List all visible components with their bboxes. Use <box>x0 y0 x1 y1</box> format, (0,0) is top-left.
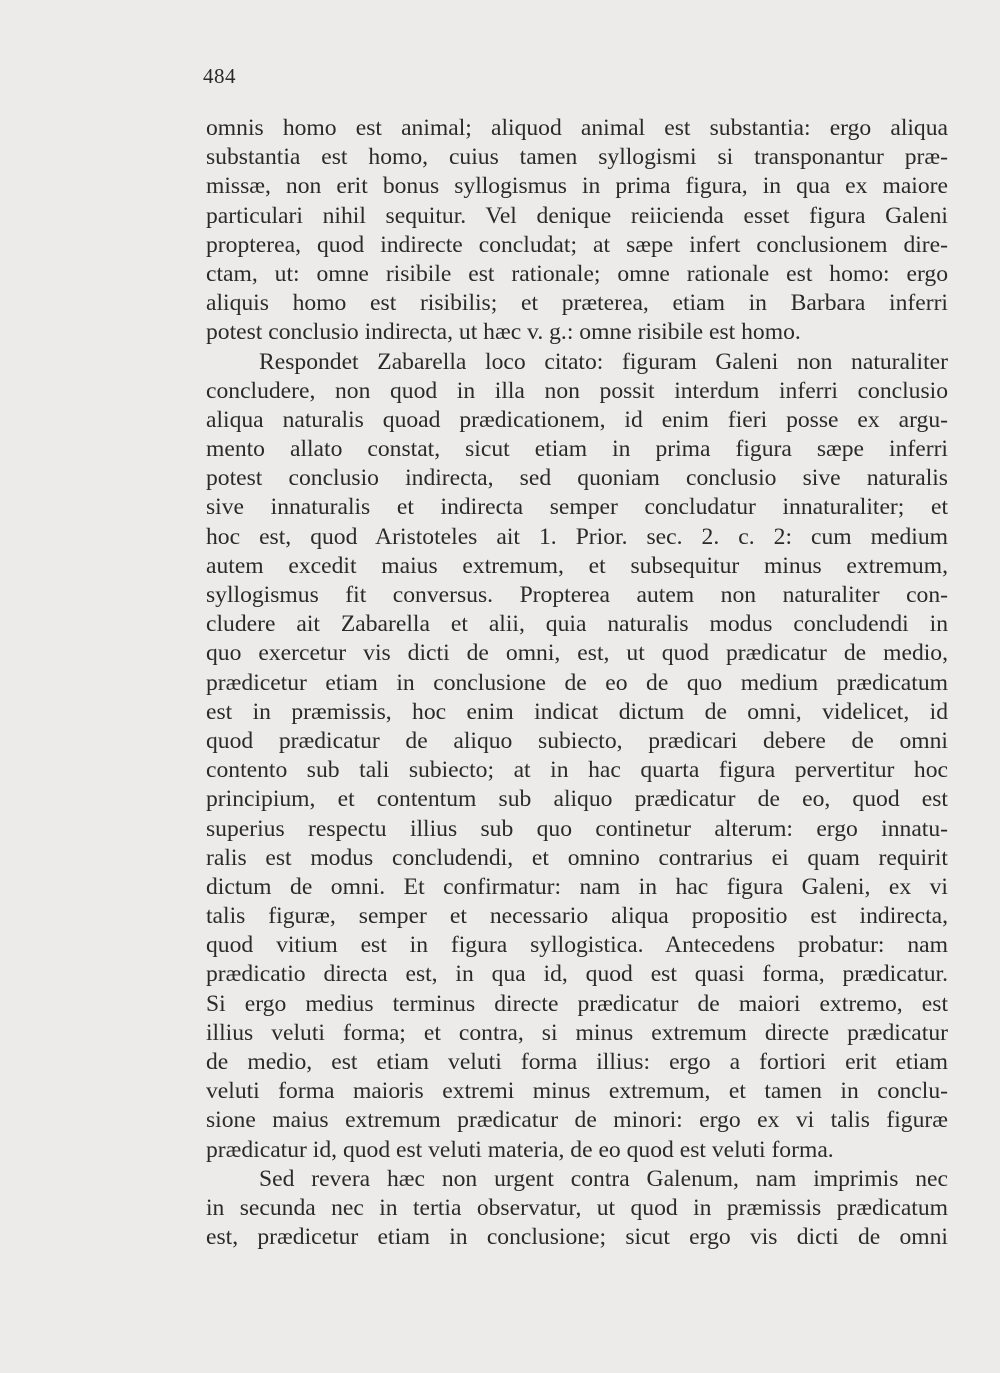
text-line: syllogismus fit conversus. Propterea autem non naturaliter con- <box>206 582 948 608</box>
text-line: veluti forma maioris extremi minus extremum, et tamen in conclu- <box>206 1078 948 1105</box>
text-block <box>206 114 948 1252</box>
text-line: Sed revera hæc non urgent contra Galenum, nam imprimis nec <box>259 1165 948 1192</box>
text-line: sione maius extremum prædicatur de minori: ergo ex vi talis figuræ <box>206 1107 948 1134</box>
text-line: aliquis homo est risibilis; et præterea, etiam in Barbara inferri <box>206 290 948 317</box>
text-line: quod vitium est in figura syllogistica. Antecedens probatur: nam <box>206 932 948 959</box>
text-line: hoc est, quod Aristoteles ait 1. Prior. sec. 2. c. 2: cum medium <box>206 523 948 550</box>
text-line: de medio, est etiam veluti forma illius: ergo a fortiori erit etiam <box>206 1049 948 1075</box>
text-line: illius veluti forma; et contra, si minus extremum directe prædicatur <box>206 1019 948 1046</box>
text-line: est, prædicetur etiam in conclusione; sicut ergo vis dicti de omni <box>206 1224 948 1251</box>
text-line: est in præmissis, hoc enim indicat dictum de omni, videlicet, id <box>206 698 948 725</box>
text-line: superius respectu illius sub quo continetur alterum: ergo innatu- <box>206 815 948 842</box>
text-line: autem excedit maius extremum, et subsequitur minus extremum, <box>206 552 948 579</box>
text-line: sive innaturalis et indirecta semper concludatur innaturaliter; et <box>206 494 948 521</box>
text-line: ctam, ut: omne risibile est rationale; omne rationale est homo: ergo <box>206 260 948 287</box>
text-line: Si ergo medius terminus directe prædicatur de maiori extremo, est <box>206 990 948 1017</box>
text-line: principium, et contentum sub aliquo prædicatur de eo, quod est <box>206 786 948 813</box>
text-line: prædicatio directa est, in qua id, quod est quasi forma, prædicatur. <box>206 961 948 988</box>
text-line: mento allato constat, sicut etiam in prima figura sæpe inferri <box>206 436 948 463</box>
paragraph <box>206 114 948 348</box>
paragraph <box>206 1165 948 1253</box>
text-line: potest conclusio indirecta, sed quoniam conclusio sive naturalis <box>206 465 948 492</box>
text-line: ralis est modus concludendi, et omnino contrarius ei quam requirit <box>206 844 948 871</box>
text-line: substantia est homo, cuius tamen syllogismi si transponantur præ- <box>206 144 948 171</box>
paragraph <box>206 348 948 1165</box>
text-line: prædicetur etiam in conclusione de eo de quo medium prædicatum <box>206 669 948 696</box>
text-line: aliqua naturalis quoad prædicationem, id enim fieri posse ex argu- <box>206 406 948 433</box>
text-line: contento sub tali subiecto; at in hac quarta figura pervertitur hoc <box>206 757 948 784</box>
text-line: talis figuræ, semper et necessario aliqua propositio est indirecta, <box>206 903 948 930</box>
text-line: prædicatur id, quod est veluti materia, de eo quod est veluti forma. <box>206 1136 834 1163</box>
text-line: particulari nihil sequitur. Vel denique reiicienda esset figura Galeni <box>206 202 948 229</box>
text-line: concludere, non quod in illa non possit interdum inferri conclusio <box>206 377 948 404</box>
page-number: 484 <box>203 64 236 88</box>
text-line: dictum de omni. Et confirmatur: nam in hac figura Galeni, ex vi <box>206 873 948 900</box>
text-line: cludere ait Zabarella et alii, quia naturalis modus concludendi in <box>206 611 948 638</box>
text-line: in secunda nec in tertia observatur, ut quod in præmissis prædicatum <box>206 1194 948 1221</box>
text-line: quo exercetur vis dicti de omni, est, ut quod prædicatur de medio, <box>206 640 948 667</box>
text-line: potest conclusio indirecta, ut hæc v. g.: omne risibile est homo. <box>206 319 801 346</box>
text-line: missæ, non erit bonus syllogismus in prima figura, in qua ex maiore <box>206 173 948 200</box>
text-line: propterea, quod indirecte concludat; at sæpe infert conclusionem dire- <box>206 231 948 258</box>
text-line: quod prædicatur de aliquo subiecto, prædicari debere de omni <box>206 727 948 754</box>
text-line: omnis homo est animal; aliquod animal est substantia: ergo aliqua <box>206 115 948 141</box>
text-line: Respondet Zabarella loco citato: figuram Galeni non naturaliter <box>259 348 948 375</box>
